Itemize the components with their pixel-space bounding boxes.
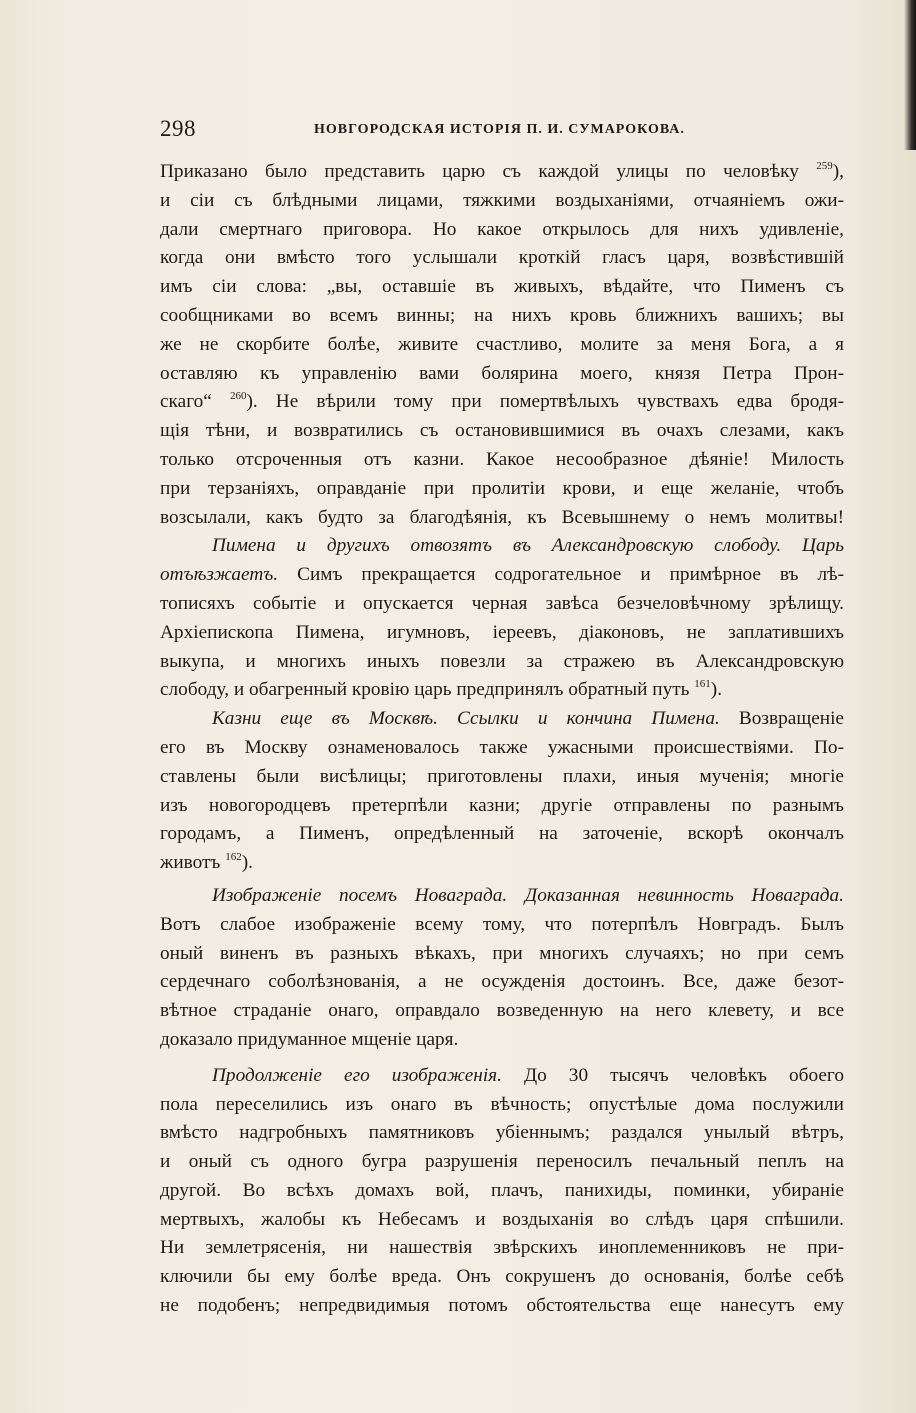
text-line: изъ новогородцевъ претерпѣли казни; другіе отправлены по разнымъ [160, 794, 844, 816]
text-line: только отсроченныя отъ казни. Какое несообразное дѣяніе! Милость [160, 448, 844, 470]
section-heading: Пимена и другихъ отвозятъ въ Александровскую слободу. Царь [212, 535, 844, 557]
text-line: отъѣзжаетъ. Симъ прекращается содрогательное и примѣрное въ лѣ- [160, 564, 845, 586]
page-header [160, 116, 850, 146]
paragraph-4 [160, 882, 844, 1055]
text-line: тописяхъ событіе и опускается черная завѣса безчеловѣчному зрѣлищу. [160, 592, 844, 614]
text-line: и оный съ одного бугра разрушенія переносилъ печальный пеплъ на [160, 1151, 844, 1173]
text-line: оставляю къ управленію вами болярина моего, князя Петра Прон- [160, 362, 844, 384]
text-line: мертвыхъ, жалобы къ Небесамъ и воздыханія во слѣдъ царя спѣшили. [160, 1208, 844, 1230]
paragraph-2 [160, 532, 844, 705]
paragraph-1 [160, 158, 844, 532]
text-line: Архіепископа Пимена, игумновъ, іереевъ, діаконовъ, не заплатившихъ [160, 621, 844, 643]
text-line: скаго“ $^{260}$). Не вѣрили тому при помертвѣлыхъ чувствахъ едва бродя- [160, 390, 844, 413]
text-line: доказало придуманное мщеніе царя. [160, 1028, 459, 1050]
paragraph-3 [160, 705, 844, 878]
text-line: же не скорбите болѣе, живите счастливо, молите за меня Бога, а я [160, 333, 844, 355]
page-number: 298 [160, 116, 196, 141]
text-line: Приказано было представить царю съ каждой улицы по человѣку $^{259}$), [160, 160, 845, 182]
running-head: НОВГОРОДСКАЯ ИСТОРІЯ П. И. СУМАРОКОВА. [314, 122, 685, 137]
text-line: при терзаніяхъ, оправданіе при пролитіи крови, и еще желаніе, чтобъ [160, 477, 844, 499]
footnote-ref: 161 [694, 678, 711, 691]
body-text [160, 158, 844, 1321]
text-line: городамъ, а Пименъ, опредѣленный на заточеніе, вскорѣ окончалъ [160, 823, 844, 845]
text-line: и сіи съ блѣдными лицами, тяжкими воздыханіями, отчаяніемъ ожи- [160, 189, 844, 211]
text-line: сообщниками во всемъ винны; на нихъ кровь ближнихъ вашихъ; вы [160, 304, 844, 326]
section-heading: Казни еще въ Москвѣ. Ссылки и кончина Пимена. [212, 708, 720, 730]
text-line: возсылали, какъ будто за благодѣянія, къ Всевышнему о немъ молитвы! [160, 506, 844, 528]
footnote-ref: 259 [816, 160, 833, 172]
text-line: Казни еще въ Москвѣ. Ссылки и кончина Пимена. Возвращеніе [212, 708, 844, 730]
text-line: оный виненъ въ разныхъ вѣкахъ, при многихъ случаяхъ; но при семъ [160, 942, 844, 964]
text-line: слободу, и обагренный кровію царь предпринялъ обратный путь $^{161}$). [160, 678, 723, 701]
text-line: когда они вмѣсто того услышали кроткій гласъ царя, возвѣстившій [160, 247, 844, 269]
section-heading: Продолженіе его изображенія. [212, 1064, 502, 1086]
text-line: не подобенъ; непредвидимыя потомъ обстоятельства еще нанесутъ ему [160, 1295, 844, 1317]
text-line: вѣтное страданіе онаго, оправдало возведенную на него клевету, и все [160, 1000, 844, 1022]
text-line: его въ Москву ознаменовалось также ужасными происшествіями. По- [160, 736, 844, 758]
text-line: выкупа, и многихъ иныхъ повезли за стражею въ Александровскую [160, 650, 844, 672]
text-line: Ни землетрясенія, ни нашествія звѣрскихъ иноплеменниковъ не при- [160, 1237, 844, 1259]
text-line: пола переселились изъ онаго въ вѣчность; опустѣлые дома послужили [160, 1093, 844, 1115]
paragraph-5 [160, 1062, 844, 1321]
section-heading: Изображеніе посемъ Новаграда. Доказанная невинность Новаграда. [212, 884, 844, 906]
text-line: ключили бы ему болѣе вреда. Онъ сокрушенъ до основанія, болѣе себѣ [160, 1266, 844, 1288]
text-line: имъ сіи слова: „вы, оставшіе въ живыхъ, вѣдайте, что Пименъ съ [160, 276, 844, 298]
text-line: щія тѣни, и возвратились съ остановившимися въ очахъ слезами, какъ [160, 420, 844, 442]
text-line: другой. Во всѣхъ домахъ вой, плачъ, панихиды, поминки, убираніе [160, 1179, 844, 1201]
text-line: дали смертнаго приговора. Но какое открылось для нихъ удивленіе, [160, 218, 844, 240]
text-line: животъ $^{162}$). [160, 851, 253, 874]
text-line: ставлены были висѣлицы; приготовлены плахи, иныя мученія; многіе [160, 765, 844, 787]
text-line: сердечнаго соболѣзнованія, а не осужденія достоинъ. Все, даже безот- [160, 971, 844, 993]
text-line: вмѣсто надгробныхъ памятниковъ убіеннымъ; раздался унылый вѣтръ, [160, 1122, 844, 1144]
text-line: Вотъ слабое изображеніе всему тому, что потерпѣлъ Новградъ. Былъ [160, 913, 844, 935]
footnote-ref: 260 [229, 390, 247, 403]
footnote-ref: 162 [225, 851, 242, 864]
text-line: Продолженіе его изображенія. До 30 тысячъ человѣкъ обоего [212, 1064, 844, 1086]
page-edge-shadow [904, 0, 916, 150]
